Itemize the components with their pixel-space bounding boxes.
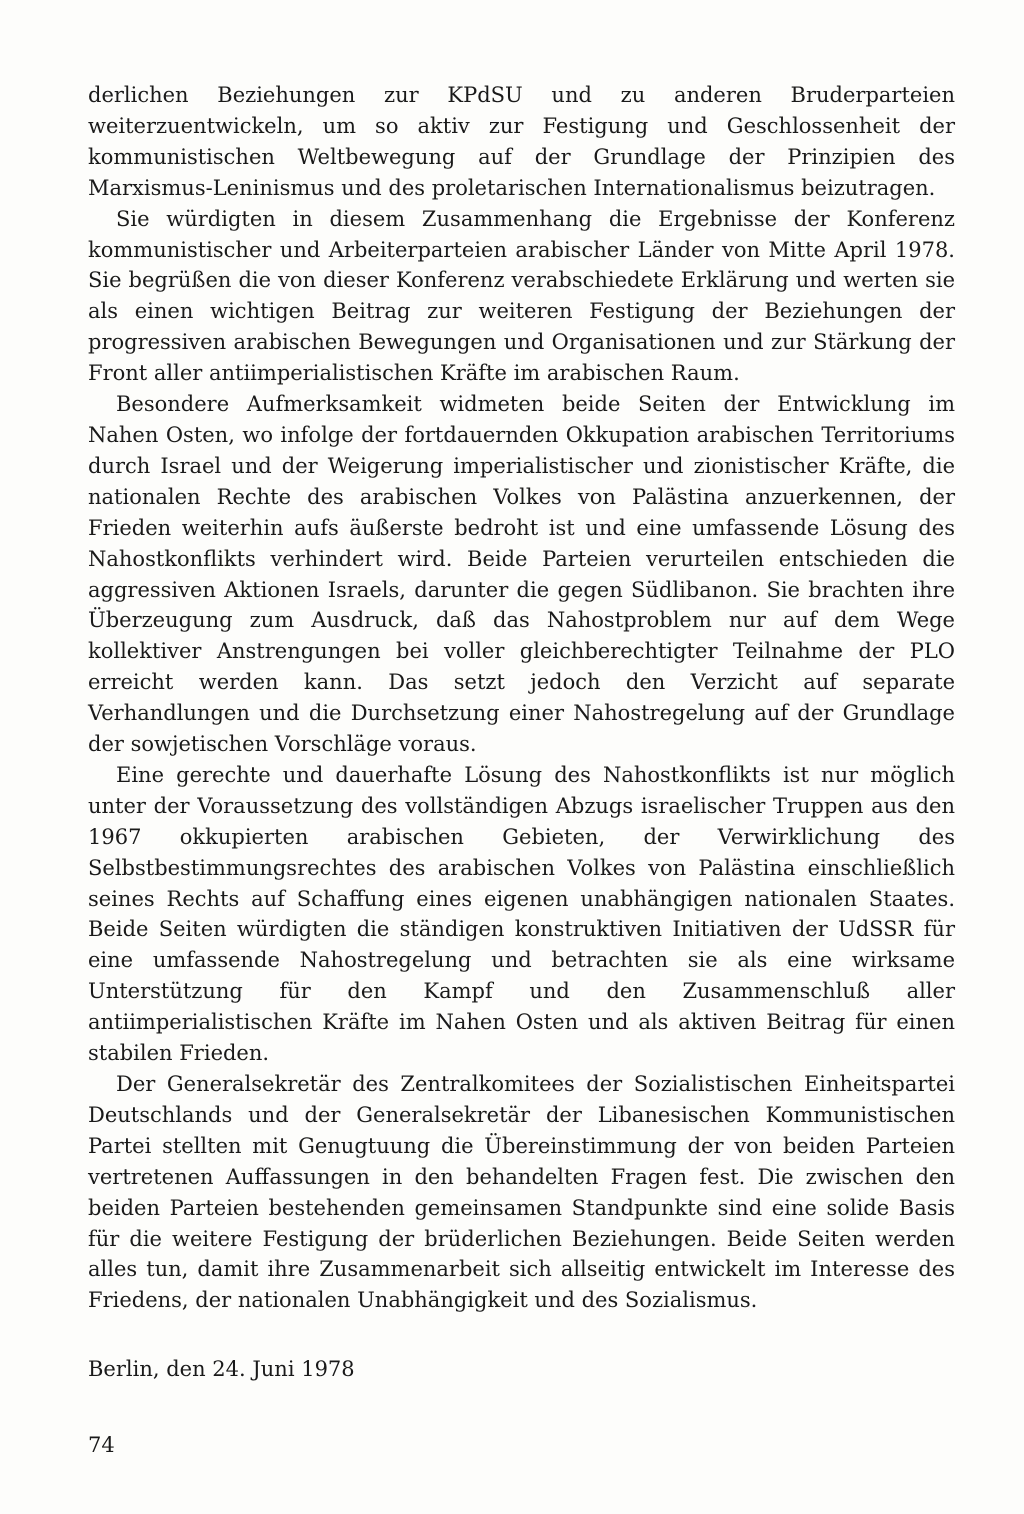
paragraph-just-solution: Eine gerechte und dauerhafte Lösung des Nahostkonflikts ist nur möglich unter der Voraussetzung des vollständigen Abzugs israelischer Truppen aus den 1967 okkupierten arabischen Gebieten, der Verwirklichung des Selbstbestimmungsrechtes des arabischen Volkes von Palästina einschließlich seines Rechts auf Schaffung eines eigenen unabhängigen nationalen Staates. Beide Seiten würdigten die ständigen konstruktiven Initiativen der UdSSR für eine umfassende Nahostregelung und betrachten sie als eine wirksame Unterstützung für den Kampf und den Zusammenschluß aller antiimperialistischen Kräfte im Nahen Osten und als aktiven Beitrag für einen stabilen Frieden. — [88, 762, 955, 1066]
paragraph-middle-east: Besondere Aufmerksamkeit widmeten beide Seiten der Entwicklung im Nahen Osten, wo infolge der fortdauernden Okkupation arabischen Territoriums durch Israel und der Weigerung imperialistischer und zionistischer Kräfte, die nationalen Rechte des arabischen Volkes von Palästina anzuerkennen, der Frieden weiterhin aufs äußerste bedroht ist und eine umfassende Lösung des Nahostkonflikts verhindert wird. Beide Parteien verurteilen entschieden die aggressiven Aktionen Israels, darunter die gegen Südlibanon. Sie brachten ihre Überzeugung zum Ausdruck, daß das Nahostproblem nur auf dem Wege kollektiver Anstrengungen bei voller gleichberechtigter Teilnahme der PLO erreicht werden kann. Das setzt jedoch den Verzicht auf separate Verhandlungen und die Durchsetzung einer Nahostregelung auf der Grundlage der sowjetischen Vorschläge voraus. — [88, 392, 955, 757]
place-and-date: Berlin, den 24. Juni 1978 — [88, 1357, 355, 1381]
page-number: 74 — [88, 1433, 115, 1457]
body-text — [88, 80, 955, 1316]
paragraph-arab-conference: Sie würdigten in diesem Zusammenhang die Ergebnisse der Konferenz kommunistischer und Arbeiterparteien arabischer Länder von Mitte April 1978. Sie begrüßen die von dieser Konferenz verabschiedete Erklärung und werten sie als einen wichtigen Beitrag zur weiteren Festigung der Beziehungen der progressiven arabischen Bewegungen und Organisationen und zur Stärkung der Front aller antiimperialistischen Kräfte im arabischen Raum. — [88, 206, 955, 386]
paragraph-continuation: derlichen Beziehungen zur KPdSU und zu anderen Bruderparteien weiterzuentwickeln, um so aktiv zur Festigung und Geschlossenheit der kommunistischen Weltbewegung auf der Grundlage der Prinzipien des Marxismus-Leninismus und des proletarischen Internationalismus beizutragen. — [88, 83, 955, 200]
paragraph-general-secretaries: Der Generalsekretär des Zentralkomitees der Sozialistischen Einheitspartei Deutschlands und der Generalsekretär der Libanesischen Kommunistischen Partei stellten mit Genugtuung die Übereinstimmung der von beiden Parteien vertretenen Auffassungen in den behandelten Fragen fest. Die zwischen den beiden Parteien bestehenden gemeinsamen Standpunkte sind eine solide Basis für die weitere Festigung der brüderlichen Beziehungen. Beide Seiten werden alles tun, damit ihre Zusammenarbeit sich allseitig entwickelt im Interesse des Friedens, der nationalen Unabhängigkeit und des Sozialismus. — [88, 1072, 955, 1313]
